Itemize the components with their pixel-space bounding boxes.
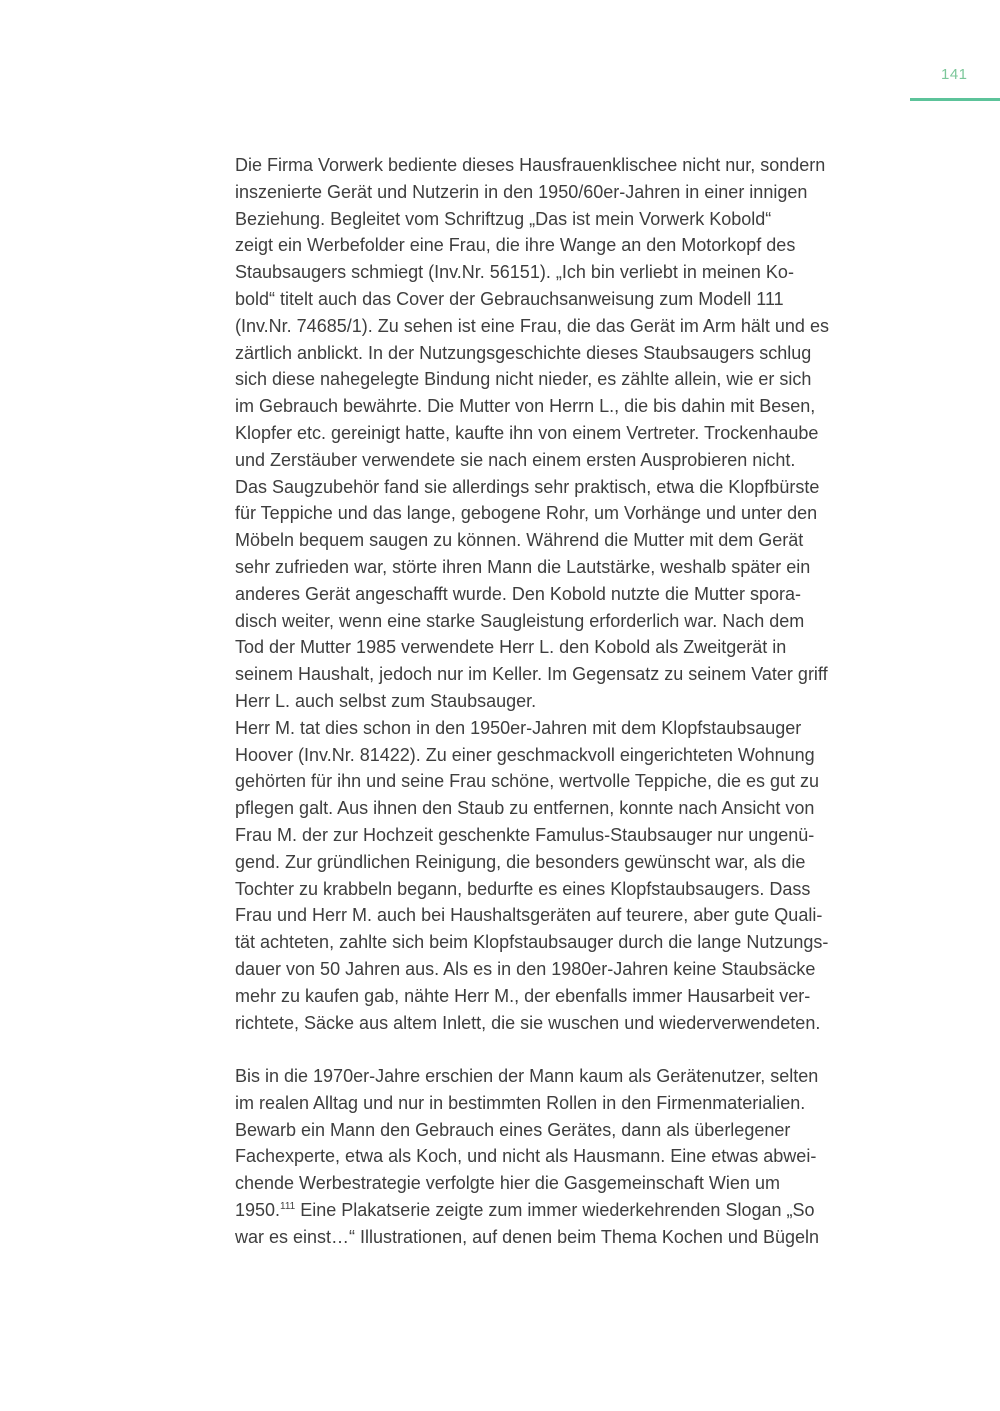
text-line: chende Werbestrategie verfolgte hier die Gasgemeinschaft Wien um bbox=[235, 1173, 780, 1194]
paragraph-1 bbox=[235, 152, 829, 1036]
text-line: Staubsaugers schmiegt (Inv.Nr. 56151). „Ich bin verliebt in meinen Ko- bbox=[235, 262, 794, 283]
text-line: dauer von 50 Jahren aus. Als es in den 1980er-Jahren keine Staubsäcke bbox=[235, 958, 816, 979]
text-line: inszenierte Gerät und Nutzerin in den 1950/60er-Jahren in einer innigen bbox=[235, 181, 808, 202]
text-line: für Teppiche und das lange, gebogene Rohr, um Vorhänge und unter den bbox=[235, 503, 818, 524]
text-line: disch weiter, wenn eine starke Saugleistung erforderlich war. Nach dem bbox=[235, 610, 805, 631]
text-line: im realen Alltag und nur in bestimmten Rollen in den Firmenmaterialien. bbox=[235, 1092, 806, 1113]
text-line: richtete, Säcke aus altem Inlett, die sie wuschen und wiederverwendeten. bbox=[235, 1012, 821, 1033]
text-line: Möbeln bequem saugen zu können. Während die Mutter mit dem Gerät bbox=[235, 530, 804, 551]
text-line: Bis in die 1970er-Jahre erschien der Mann kaum als Gerätenutzer, selten bbox=[235, 1066, 819, 1086]
text-line: Hoover (Inv.Nr. 81422). Zu einer geschmackvoll eingerichteten Wohnung bbox=[235, 744, 815, 765]
text-line: im Gebrauch bewährte. Die Mutter von Herrn L., die bis dahin mit Besen, bbox=[235, 396, 816, 417]
text-segment: Eine Plakatserie zeigte zum immer wiederkehrenden Slogan „So bbox=[295, 1199, 815, 1220]
text-line: Die Firma Vorwerk bediente dieses Hausfrauenklischee nicht nur, sondern bbox=[235, 155, 826, 175]
text-line: zeigt ein Werbefolder eine Frau, die ihre Wange an den Motorkopf des bbox=[235, 235, 796, 256]
text-line: sich diese nahegelegte Bindung nicht nieder, es zählte allein, wie er sich bbox=[235, 369, 812, 390]
text-line: Das Saugzubehör fand sie allerdings sehr praktisch, etwa die Klopfbürste bbox=[235, 476, 820, 497]
text-line: gehörten für ihn und seine Frau schöne, wertvolle Teppiche, die es gut zu bbox=[235, 771, 820, 792]
text-line: (Inv.Nr. 74685/1). Zu sehen ist eine Frau, die das Gerät im Arm hält und es bbox=[235, 315, 829, 336]
text-line: Herr L. auch selbst zum Staubsauger. bbox=[235, 690, 537, 711]
text-line: tät achteten, zahlte sich beim Klopfstaubsauger durch die lange Nutzungs- bbox=[235, 932, 829, 953]
header-rule bbox=[910, 98, 1000, 101]
text-line: Frau M. der zur Hochzeit geschenkte Famulus-Staubsauger nur ungenü- bbox=[235, 824, 815, 845]
paragraph-2 bbox=[235, 1063, 819, 1251]
text-line: Beziehung. Begleitet vom Schriftzug „Das ist mein Vorwerk Kobold“ bbox=[235, 208, 772, 229]
text-line: Tochter zu krabbeln begann, bedurfte es eines Klopfstaubsaugers. Dass bbox=[235, 878, 811, 899]
footnote-marker[interactable]: 111 bbox=[280, 1200, 296, 1212]
text-line: gend. Zur gründlichen Reinigung, die besonders gewünscht war, als die bbox=[235, 851, 806, 872]
text-line: Bewarb ein Mann den Gebrauch eines Gerätes, dann als überlegener bbox=[235, 1119, 791, 1140]
text-line: anderes Gerät angeschafft wurde. Den Kobold nutzte die Mutter spora- bbox=[235, 583, 801, 604]
text-line: war es einst…“ Illustrationen, auf denen beim Thema Kochen und Bügeln bbox=[235, 1226, 820, 1247]
text-line: Frau und Herr M. auch bei Haushaltsgeräten auf teurere, aber gute Quali- bbox=[235, 905, 823, 926]
text-line: Klopfer etc. gereinigt hatte, kaufte ihn von einem Vertreter. Trockenhaube bbox=[235, 422, 819, 443]
text-line: Tod der Mutter 1985 verwendete Herr L. den Kobold als Zweitgerät in bbox=[235, 637, 787, 658]
text-line: Fachexperte, etwa als Koch, und nicht als Hausmann. Eine etwas abwei- bbox=[235, 1146, 817, 1167]
text-line: pflegen galt. Aus ihnen den Staub zu entfernen, konnte nach Ansicht von bbox=[235, 798, 815, 819]
text-line: mehr zu kaufen gab, nähte Herr M., der ebenfalls immer Hausarbeit ver- bbox=[235, 985, 811, 1006]
text-line: seinem Haushalt, jedoch nur im Keller. Im Gegensatz zu seinem Vater griff bbox=[235, 664, 828, 685]
text-line: und Zerstäuber verwendete sie nach einem ersten Ausprobieren nicht. bbox=[235, 449, 796, 470]
text-line: Herr M. tat dies schon in den 1950er-Jahren mit dem Klopfstaubsauger bbox=[235, 717, 802, 738]
text-line: bold“ titelt auch das Cover der Gebrauchsanweisung zum Modell 111 bbox=[235, 288, 784, 309]
page-number: 141 bbox=[941, 66, 968, 83]
text-line bbox=[235, 1197, 819, 1224]
text-line: zärtlich anblickt. In der Nutzungsgeschichte dieses Staubsaugers schlug bbox=[235, 342, 812, 363]
text-segment: 1950. bbox=[235, 1199, 281, 1220]
text-line: sehr zufrieden war, störte ihren Mann die Lautstärke, weshalb später ein bbox=[235, 556, 811, 577]
